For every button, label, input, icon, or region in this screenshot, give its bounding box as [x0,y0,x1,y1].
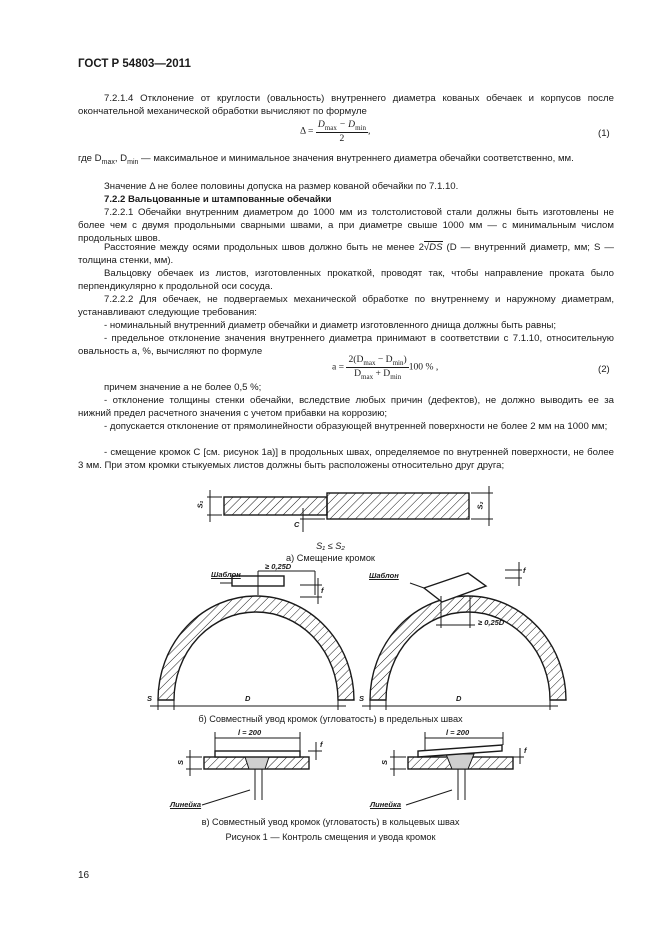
label-s: S [176,759,186,766]
list-item: - отклонение толщины стенки обечайки, вследствие любых причин (дефектов), не должно выводить ее за нижний предел расчетного значения с учетом прибавки на коррозию; [78,395,614,419]
label-f: f [523,566,526,575]
list-item: - допускается отклонение от прямолинейности образующей внутренней поверхности не более 2 мм на 1000 мм; [104,421,608,432]
figure-v-right-seam [390,732,524,805]
figure-v-caption: в) Совместный увод кромок (угловатость) в кольцевых швах [201,817,460,827]
paragraph-delta: Значение Δ не более половины допуска на размер кованой обечайки по 7.1.10. [104,181,459,192]
figure-b-right-dome [362,562,566,710]
formula-1: Δ = $\frac{D_{max} - D_{min}}{2}$ , [300,119,371,144]
label-f: f [321,586,324,595]
label-s1: S₁ [195,500,205,509]
label-s: S [147,694,153,703]
label-s2: S₂ [475,501,485,510]
document-header: ГОСТ Р 54803—2011 [78,58,191,70]
equation-number-2: (2) [598,364,610,375]
list-item: - номинальный внутренний диаметр обечайки и диаметр изготовленного днища должны быть равны; [104,320,557,331]
label-template: Шаблон [211,570,241,579]
figure-b-caption: б) Совместный увод кромок (угловатость) в предельных швах [198,714,463,724]
figure-a-caption: а) Смещение кромок [286,553,375,563]
label-f: f [524,746,527,755]
label-c: C [294,520,300,529]
label-025d: ≥ 0,25D [265,562,292,571]
page-number: 16 [78,870,90,881]
section-heading-7-2-2: 7.2.2 Вальцованные и штампованные обечайки [104,194,332,205]
label-025d: ≥ 0,25D [478,618,505,627]
label-ruler: Линейка [170,800,202,809]
label-l200: l = 200 [238,728,262,737]
where-clause: где $D_{max}$, $D_{min}$ — максимальное и минимальное значения внутреннего диаметра обечайки соответственно, мм. [78,153,574,166]
list-item: - предельное отклонение значения внутреннего диаметра принимают в соответствии с 7.1.10, относительную овальность a, %, вычисляют по формуле [78,333,614,357]
paragraph-7-2-2-1: 7.2.2.1 Обечайки внутренним диаметром до 1000 мм из толстолистовой стали должны быть изготовлены не более чем с двумя продольными сварными швами, а при диаметре свыше 1000 мм — с минимальным числом продольных швов. [78,207,614,244]
paragraph-7-2-2-2: 7.2.2.2 Для обечаек, не подвергаемых механической обработке по внутреннему и наружному диаметрам, устанавливают следующие требования: [78,294,614,318]
paragraph-7-2-1-4: 7.2.1.4 Отклонение от круглости (овальность) внутреннего диаметра кованых обечаек и корпусов после окончательной механической обработки вычисляют по формуле [78,93,614,117]
figure-a-condition: S₁ ≤ S₂ [316,541,345,551]
label-ruler: Линейка [370,800,402,809]
label-f: f [320,740,323,749]
paragraph-a-limit: причем значение a не более 0,5 %; [104,382,262,393]
label-d: D [245,694,251,703]
label-template: Шаблон [369,571,399,580]
label-s: S [359,694,365,703]
figure-v-left-seam [186,732,322,805]
list-item: - смещение кромок C [см. рисунок 1а)] в продольных швах, определяемое по внутренней поверхности, не более 3 мм. При этом кромки стыкуемых листов должны быть расположены относительно друг друга; [78,447,614,471]
formula-2: a = $\frac{2(D_{max} - D_{min})}{D_{max} + D_{min}}$ 100 % , [332,354,439,381]
paragraph-rolling: Вальцовку обечаек из листов, изготовленных прокаткой, проводят так, чтобы направление проката было перпендикулярно к продольной оси сосуда. [78,268,614,292]
label-l200: l = 200 [446,728,470,737]
equation-number-1: (1) [598,128,610,139]
figure-a-edge-offset [207,486,493,532]
figure-title: Рисунок 1 — Контроль смещения и увода кромок [225,832,436,842]
label-d: D [456,694,462,703]
paragraph-distance: Расстояние между осями продольных швов должно быть не менее 2√DS (D — внутренний диаметр, мм; S — толщина стенки, мм). [78,242,614,266]
label-s: S [380,759,390,766]
